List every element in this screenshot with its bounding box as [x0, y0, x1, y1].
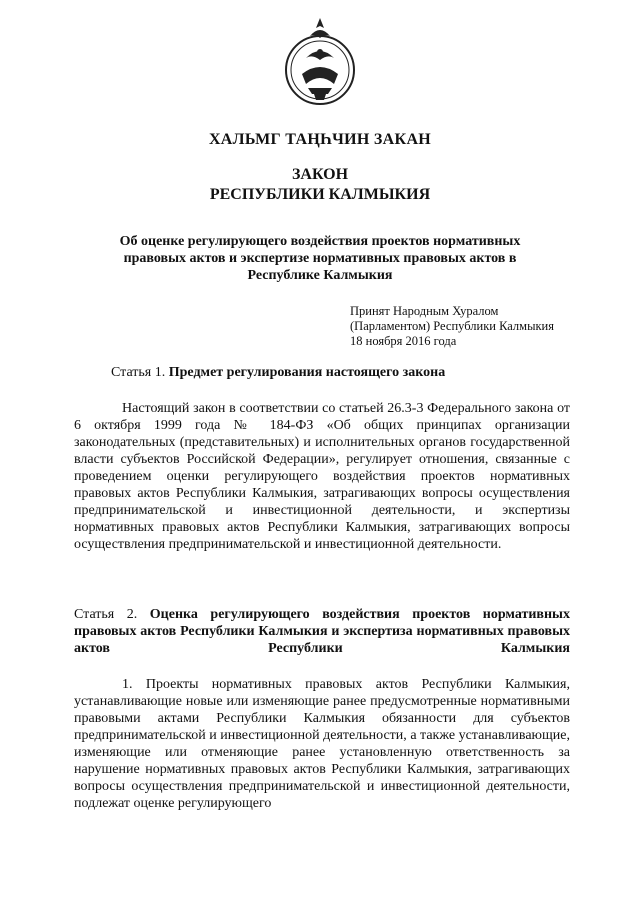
article-1-title: Предмет регулирования настоящего закона: [168, 365, 446, 380]
article-1-label: Статья 1.: [111, 365, 166, 380]
article-1-heading: [74, 364, 570, 381]
article-1-paragraph: Настоящий закон в соответствии со статьей 26.3-3 Федерального закона от 6 октября 1999 года № 184-ФЗ «Об общих принципах организации законодательных (представительных) и исполнительных органов государственной власти субъектов Российской Федерации», регулирует отношения, связанные с проведением оценки регулирующего воздействия проектов нормативных правовых актов Республики Калмыкия, затрагивающих вопросы осуществления предпринимательской и инвестиционной деятельности, и экспертизы нормативных правовых актов Республики Калмыкия, затрагивающих вопросы осуществления предпринимательской и инвестиционной деятельности.: [74, 401, 570, 552]
law-heading: ЗАКОН: [291, 166, 349, 183]
article-2-heading: [74, 606, 570, 657]
adoption-line-2: (Парламентом) Республики Калмыкия: [350, 319, 554, 333]
law-title: Об оценке регулирующего воздействия проектов нормативных правовых актов и экспертизе нормативных правовых актов в Республике Калмыкия: [119, 234, 521, 283]
coat-of-arms-emblem: [284, 14, 356, 110]
republic-heading: РЕСПУБЛИКИ КАЛМЫКИЯ: [209, 186, 431, 203]
adoption-note: [350, 304, 554, 349]
article-2-title: Оценка регулирующего воздействия проектов нормативных правовых актов Республики Калмыкия и экспертиза нормативных правовых актов Республики Калмыкия: [74, 607, 570, 656]
article-2-label: Статья 2.: [74, 607, 138, 622]
kalmyk-law-title: ХАЛЬМГ ТАҢҺЧИН ЗАКАН: [208, 131, 432, 148]
article-2-paragraph-1: 1. Проекты нормативных правовых актов Республики Калмыкия, устанавливающие новые или изменяющие ранее предусмотренные нормативными правовыми актами Республики Калмыкия обязанности для субъектов предпринимательской и инвестиционной деятельности, а также устанавливающие, изменяющие или отменяющие ранее установленную ответственность за нарушение нормативных правовых актов Республики Калмыкия, затрагивающих вопросы осуществления предпринимательской и инвестиционной деятельности, подлежат оценке регулирующего: [74, 677, 570, 811]
adoption-line-1: Принят Народным Хуралом: [350, 304, 499, 318]
adoption-date: 18 ноября 2016 года: [350, 334, 457, 348]
